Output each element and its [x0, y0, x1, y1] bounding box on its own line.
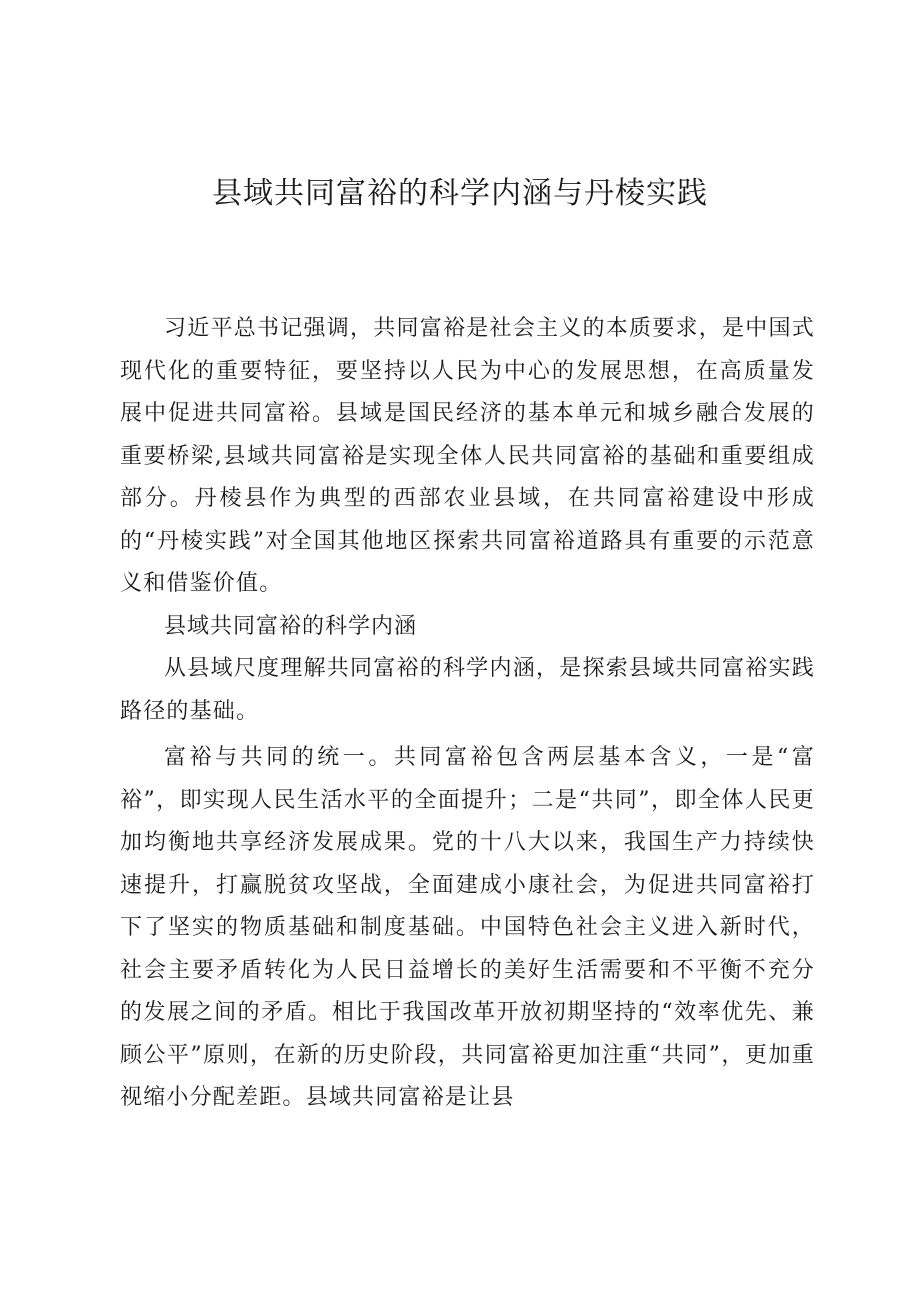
- intro-paragraph: 习近平总书记强调，共同富裕是社会主义的本质要求，是中国式现代化的重要特征，要坚持以人民为中心的发展思想，在高质量发展中促进共同富裕。县域是国民经济的基本单元和城乡融合发展的重要桥梁,县域共同富裕是实现全体人民共同富裕的基础和重要组成部分。丹棱县作为典型的西部农业县域，在共同富裕建设中形成的“丹棱实践”对全国其他地区探索共同富裕道路具有重要的示范意义和借鉴价值。: [120, 316, 815, 596]
- body-paragraph: 富裕与共同的统一。共同富裕包含两层基本含义，一是“富裕”，即实现人民生活水平的全面提升；二是“共同”，即全体人民更加均衡地共享经济发展成果。党的十八大以来，我国生产力持续快速提升，打赢脱贫攻坚战，全面建成小康社会，为促进共同富裕打下了坚实的物质基础和制度基础。中国特色社会主义进入新时代，社会主要矛盾转化为人民日益增长的美好生活需要和不平衡不充分的发展之间的矛盾。相比于我国改革开放初期坚持的“效率优先、兼顾公平”原则，在新的历史阶段，共同富裕更加注重“共同”，更加重视缩小分配差距。县域共同富裕是让县: [120, 745, 815, 1110]
- document-body: [120, 308, 815, 1120]
- section-intro-paragraph: 从县域尺度理解共同富裕的科学内涵，是探索县域共同富裕实践路径的基础。: [120, 656, 815, 724]
- section-heading: 县域共同富裕的科学内涵: [164, 613, 418, 639]
- document-title: 县域共同富裕的科学内涵与丹棱实践: [212, 176, 708, 211]
